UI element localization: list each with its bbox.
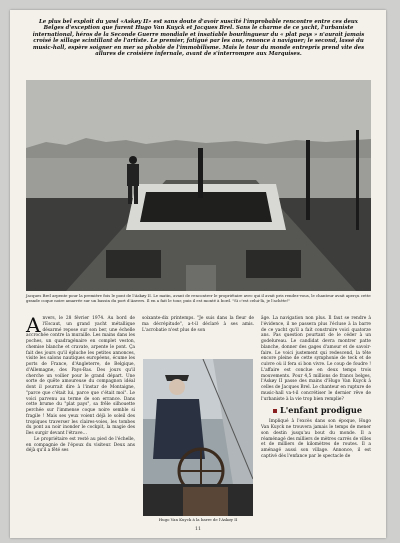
magazine-page: [10, 10, 386, 538]
col2-paragraph-1: soixante-dix printemps. "Je suis dans la fleur de ma décrépitude", a-t-il déclaré à ses amis. L'acrobatie n'est plus de son: [142, 316, 254, 333]
yacht-deck-photo: [26, 80, 371, 291]
page-content: [26, 19, 371, 522]
col1-paragraph-1: nvers, le 28 février 1974. Au bord de l'Escaut, un grand yacht métallique désarmé repose sur son ber, une échelle accrochée contre la muraille. Les mains dans les poches, un quadragénaire en complet veston, chemise blanche et cravate, arpente le pont. Ça fait des jours qu'il épluche les petites annonces, visite les salons nautiques européens, écume les ports de France, d'Angleterre, de Belgique, d'Allemagne, des Pays-Bas. Des jours qu'il cherche un voilier pour le grand départ. Une sorte de quête amoureuse du compagnon idéal dont il pourrait dire à l'instar de Montaigne, "parce que c'était lui, parce que c'était moi". Le voici parvenu au terme de son errance. Dans cette brume du "plat pays", sa frêle silhouette perchée sur l'immense coque noire semble si fragile ! Mais ses yeux voient déjà le soleil des tropiques traverser les claires-voies, les tombes du pont au noir inonder le cockpit, la magie des îles surgir devant l'étrave…: [26, 316, 135, 436]
col1-paragraph-2: Le propriétaire est resté au pied de l'échelle, en compagnie de l'époux du visiteur. Deux ans déjà qu'il a fêté ses: [26, 436, 135, 454]
hugo-at-helm-photo: [143, 359, 253, 516]
section-heading-text: L'enfant prodigue: [280, 405, 363, 416]
drop-cap: A: [26, 313, 41, 337]
page-number: 11: [194, 527, 202, 532]
column-2: [142, 316, 254, 333]
intro-paragraph: Le plus bel exploit du yawl «Askøy II» est sans doute d'avoir suscité l'improbable rencontre entre ces deux Belges d'exception que furent Hugo Van Kuyck et Jacques Brel. Sans le charme de ce yacht, l'urbaniste international, héros de la Seconde Guerre mondiale et insatiable bourlingueur du « plat pays » n'aurait jamais croisé le sillage scintillant de l'artiste. Le premier, fatigué par les ans, renonce à naviguer; le second, lassé du music-hall, espère soigner en mer sa phobie de l'immobilisme. Mais le tour du monde entrepris prend vite des allures de croisière infernale, avant de s'interrompre aux Marquises.: [32, 19, 365, 58]
col3-paragraph-1: âge. La navigation non plus. Il faut se rendre à l'évidence, il ne passera plus l'écluse à la barre de ce yacht qu'il a fait construire voici quatorze ans. Pas question pourtant de le céder à un godelureau. Le candidat devra montrer patte blanche, donner des gages d'amour et de savoir-faire. Le voici justement qui redescend, la tête encore pleine de cette symphonie de teck et de cuivre où il fera si bon vivre. Le coup de foudre ! L'affaire est conclue en deux temps trois mouvements. Pour 4,5 millions de francs belges, l'Askøy II passe des mains d'Hugo Van Kuyck à celles de Jacques Brel. Le chanteur en rupture de music-hall va-t-il concrétiser le dernier rêve de l'urbaniste à la vie trop bien remplie?: [261, 316, 371, 402]
column-1: [26, 313, 135, 454]
section-heading: [273, 406, 371, 415]
photo-caption: Jacques Brel arpente pour la première fois le pont de l'Askøy II. Le matin, avant de rencontrer le propriétaire avec qui il avait pris rendez-vous, le chanteur avait aperçu cette grande coque noire amarrée sur un bassin du port d'Anvers. Il en a fait le tour, puis il est monté à bord. "Si c'est celui-là, je l'achète!": [26, 293, 371, 303]
helm-photo-caption: Hugo Van Kuyck à la barre de l'Askøy II: [158, 517, 238, 522]
col3-paragraph-2: Impliqué à l'excès dans son époque, Hugo Van Kuyck ne trouvera jamais le temps de mener son destin jusqu'au bout du monde. Il a réaménagé des milliers de mètres carrés de villes et de milliers de kilomètres de routes. Il a aménagé aussi son village. Annonce, il est captivé dès l'enfance par le spectacle de: [261, 419, 371, 459]
square-bullet-icon: [273, 409, 277, 413]
column-3: [261, 316, 371, 460]
